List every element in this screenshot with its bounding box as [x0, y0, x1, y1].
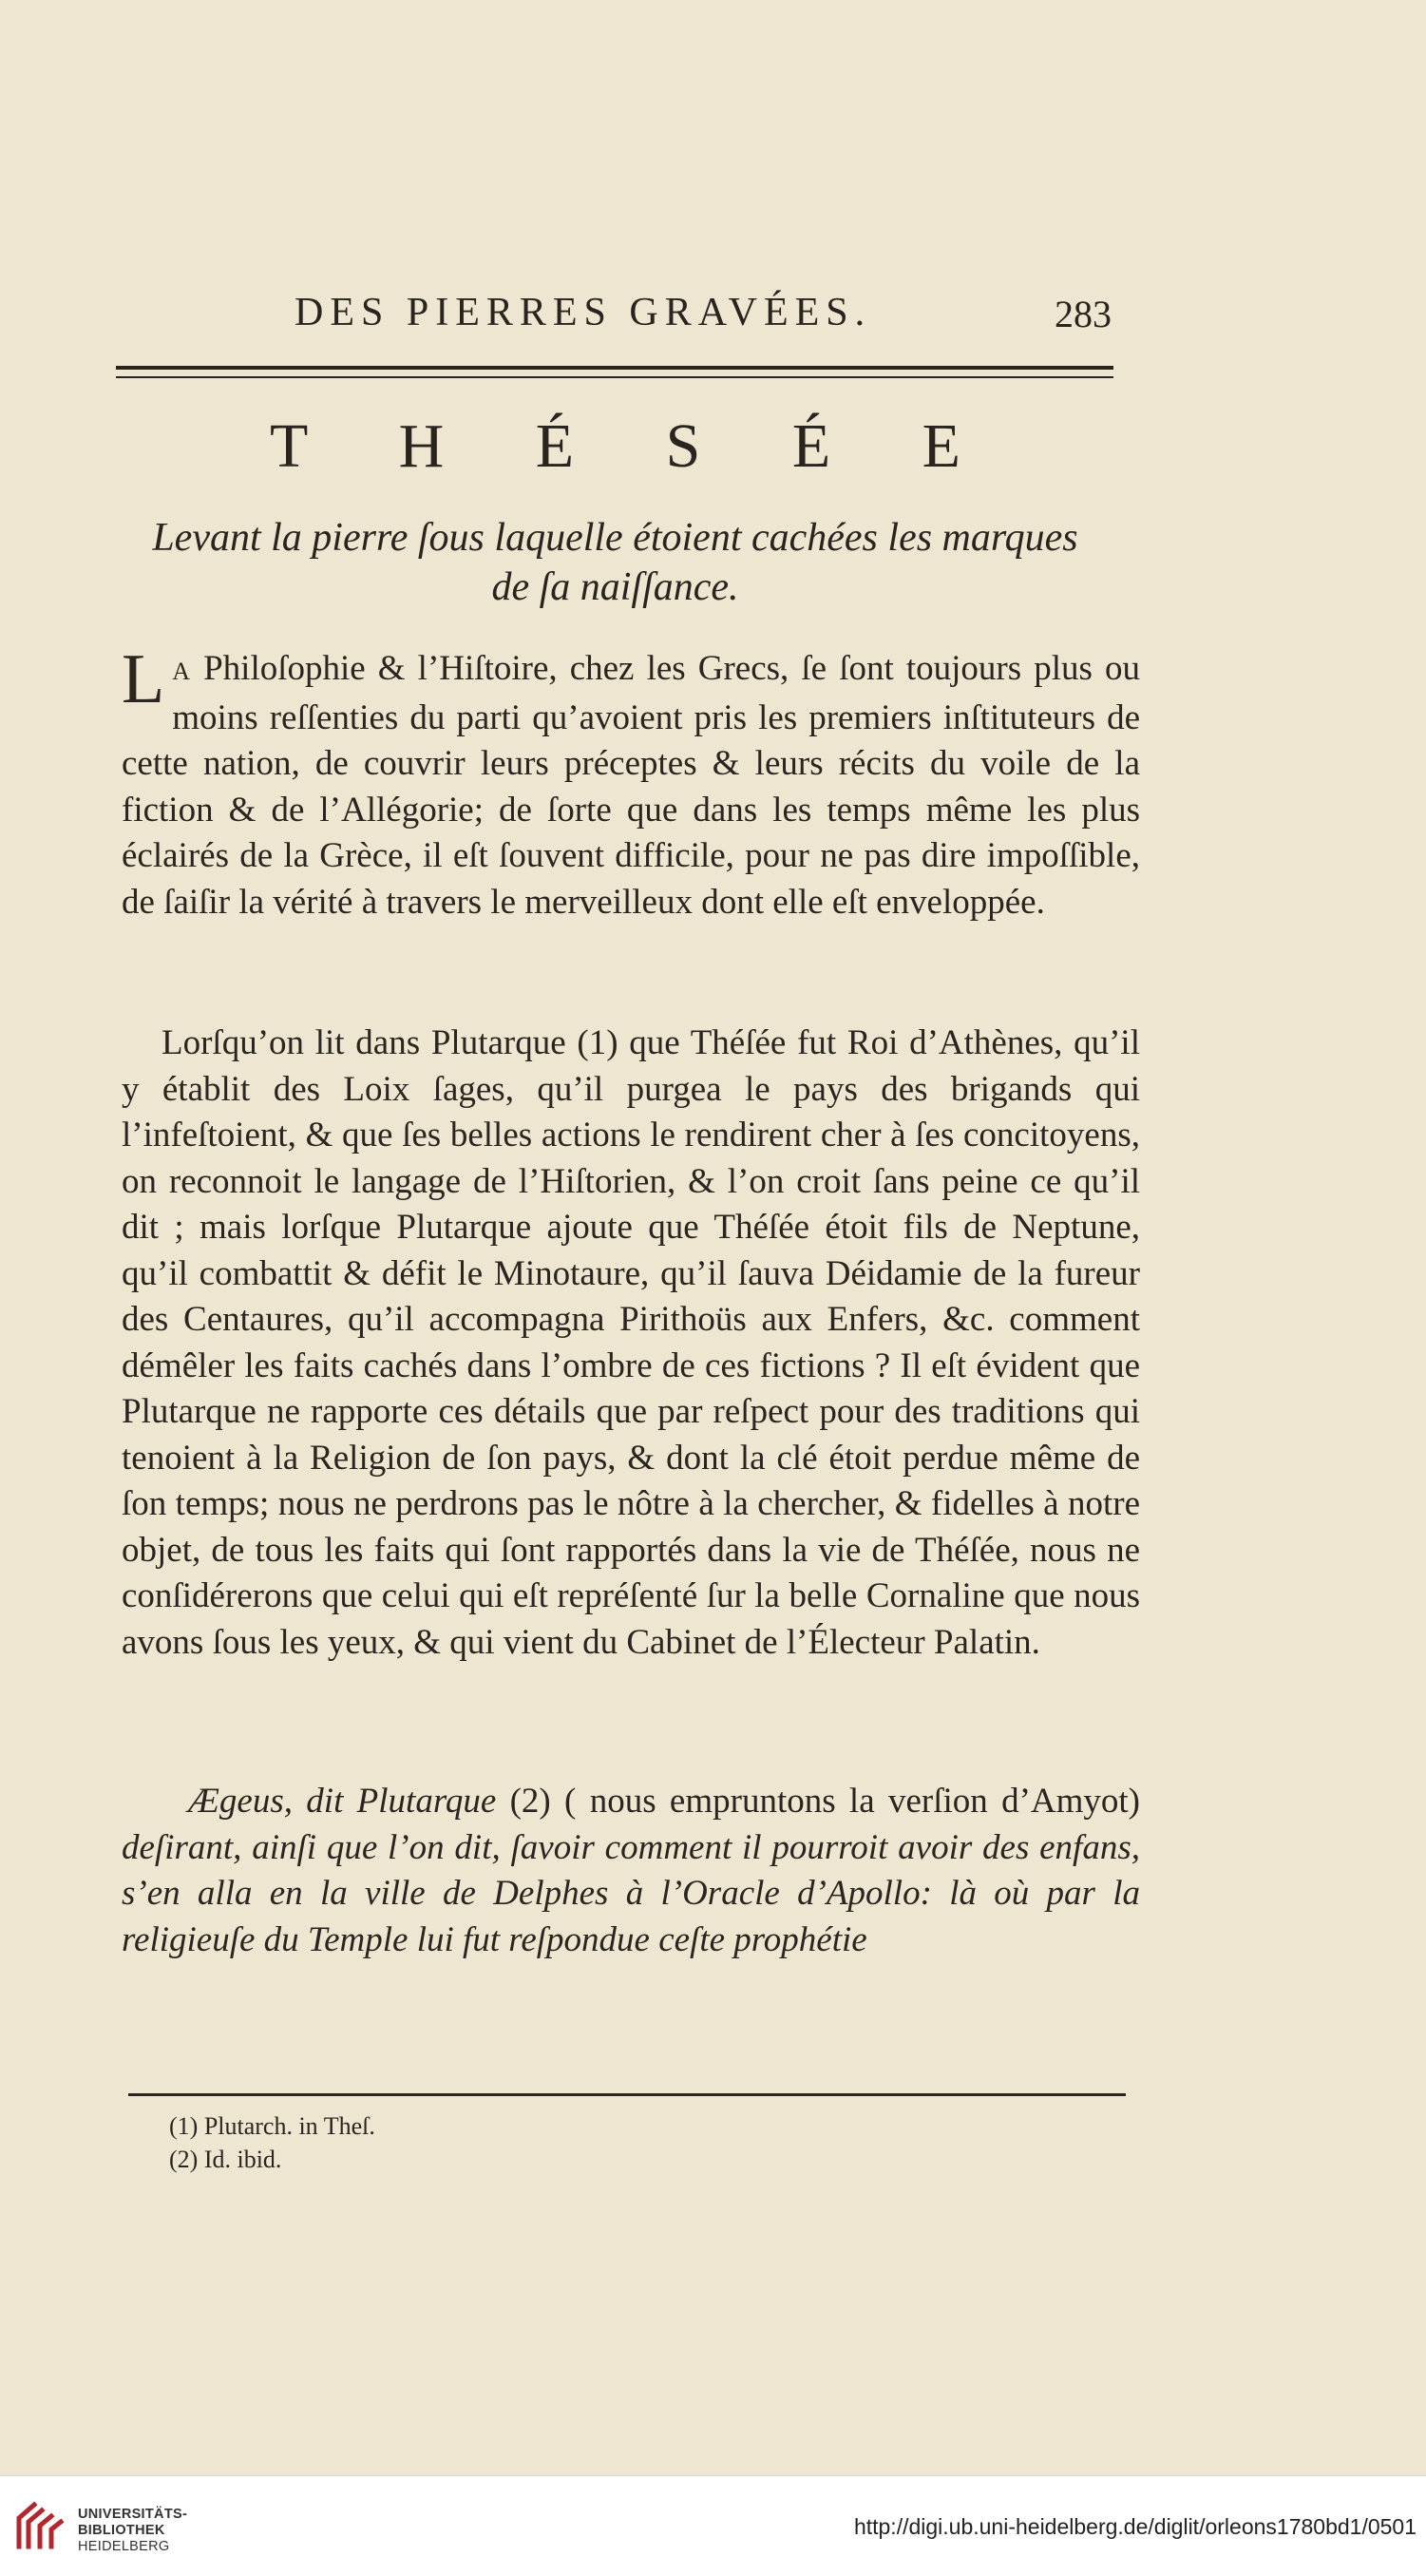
paragraph-3-italic-2: deſirant, ainſi que l’on dit, ſavoir comment il pourroit avoir des enfans, s’en alla en la ville de Delphes à l’Oracle d’Apollo: là où par la religieuſe du Temple lui fut reſpondue ceſte prophétie: [122, 1827, 1140, 1959]
library-name: [78, 2507, 187, 2555]
header-rule: [116, 366, 1113, 378]
page-header: [119, 290, 1112, 347]
paragraph-3-roman: (2) ( nous empruntons la verſion d’Amyot): [496, 1782, 1140, 1821]
viewer-footer-bar: [0, 2475, 1426, 2576]
subtitle: [119, 513, 1112, 612]
footnote-rule: [128, 2093, 1126, 2100]
page-number: 283: [1055, 293, 1112, 335]
paragraph-1-text: Philoſophie & l’Hiſtoire, chez les Grecs, ſe ſont toujours plus ou moins reſſenties du parti qu’avoient pris les premiers inſtituteurs de cette nation, de couvrir leurs préceptes & leurs récits du voile de la fiction & de l’Allégorie; de ſorte que dans les temps même les plus éclairés de la Grèce, il eſt ſouvent difficile, pour ne pas dire impoſſible, de ſaiſir la vérité à travers le merveilleux dont elle eſt enveloppée.: [122, 649, 1141, 922]
paragraph-3-italic-1: Ægeus, dit Plutarque: [188, 1782, 497, 1821]
library-name-line-3: HEIDELBERG: [78, 2539, 170, 2554]
library-name-line-1: UNIVERSITÄTS-: [78, 2507, 188, 2522]
permalink-url[interactable]: http://digi.ub.uni-heidelberg.de/diglit/orleons1780bd1/0501: [853, 2514, 1416, 2539]
paragraph-3: [122, 1779, 1140, 1963]
paragraph-1: [122, 640, 1141, 925]
paragraph-2: Lorſqu’on lit dans Plutarque (1) que Théſée fut Roi d’Athènes, qu’il y établit des Loix ſages, qu’il purgea le pays des brigands qui l’infeſtoient, & que ſes belles actions le rendirent cher à ſes concitoyens, on reconnoit le langage de l’Hiſtorien, & l’on croit ſans peine ce qu’il dit ; mais lorſque Plutarque ajoute que Théſée étoit fils de Neptune, qu’il combattit & défit le Minotaure, qu’il ſauva Déidamie de la fureur des Centaures, qu’il accompagna Pirithoüs aux Enfers, &c. comment démêler les faits cachés dans l’ombre de ces fictions ? Il eſt évident que Plutarque ne rapporte ces détails que par reſpect pour des traditions qui tenoient à la Religion de ſon pays, & dont la clé étoit perdue même de ſon temps; nous ne perdrons pas le nôtre à la chercher, & fidelles à notre objet, de tous les faits qui ſont rapportés dans la vie de Théſée, nous ne conſidérerons que celui qui eſt repréſenté ſur la belle Cornaline que nous avons ſous les yeux, & qui vient du Cabinet de l’Électeur Palatin.: [122, 1023, 1140, 1662]
running-title: DES PIERRES GRAVÉES.: [295, 291, 872, 334]
footnote-2: (2) Id. ibid.: [169, 2146, 282, 2173]
footnote-1: (1) Plutarch. in Theſ.: [169, 2112, 375, 2140]
footnotes: [169, 2109, 375, 2176]
drop-cap: L: [122, 640, 165, 718]
section-title: T H É S É E: [270, 411, 998, 481]
library-name-line-2: BIBLIOTHEK: [78, 2523, 165, 2538]
library-logo-icon[interactable]: [13, 2497, 68, 2552]
subtitle-line-1: Levant la pierre ſous laquelle étoient cachées les marques: [152, 516, 1078, 560]
small-cap: A: [172, 658, 191, 685]
subtitle-line-2: de ſa naiſſance.: [491, 565, 739, 609]
